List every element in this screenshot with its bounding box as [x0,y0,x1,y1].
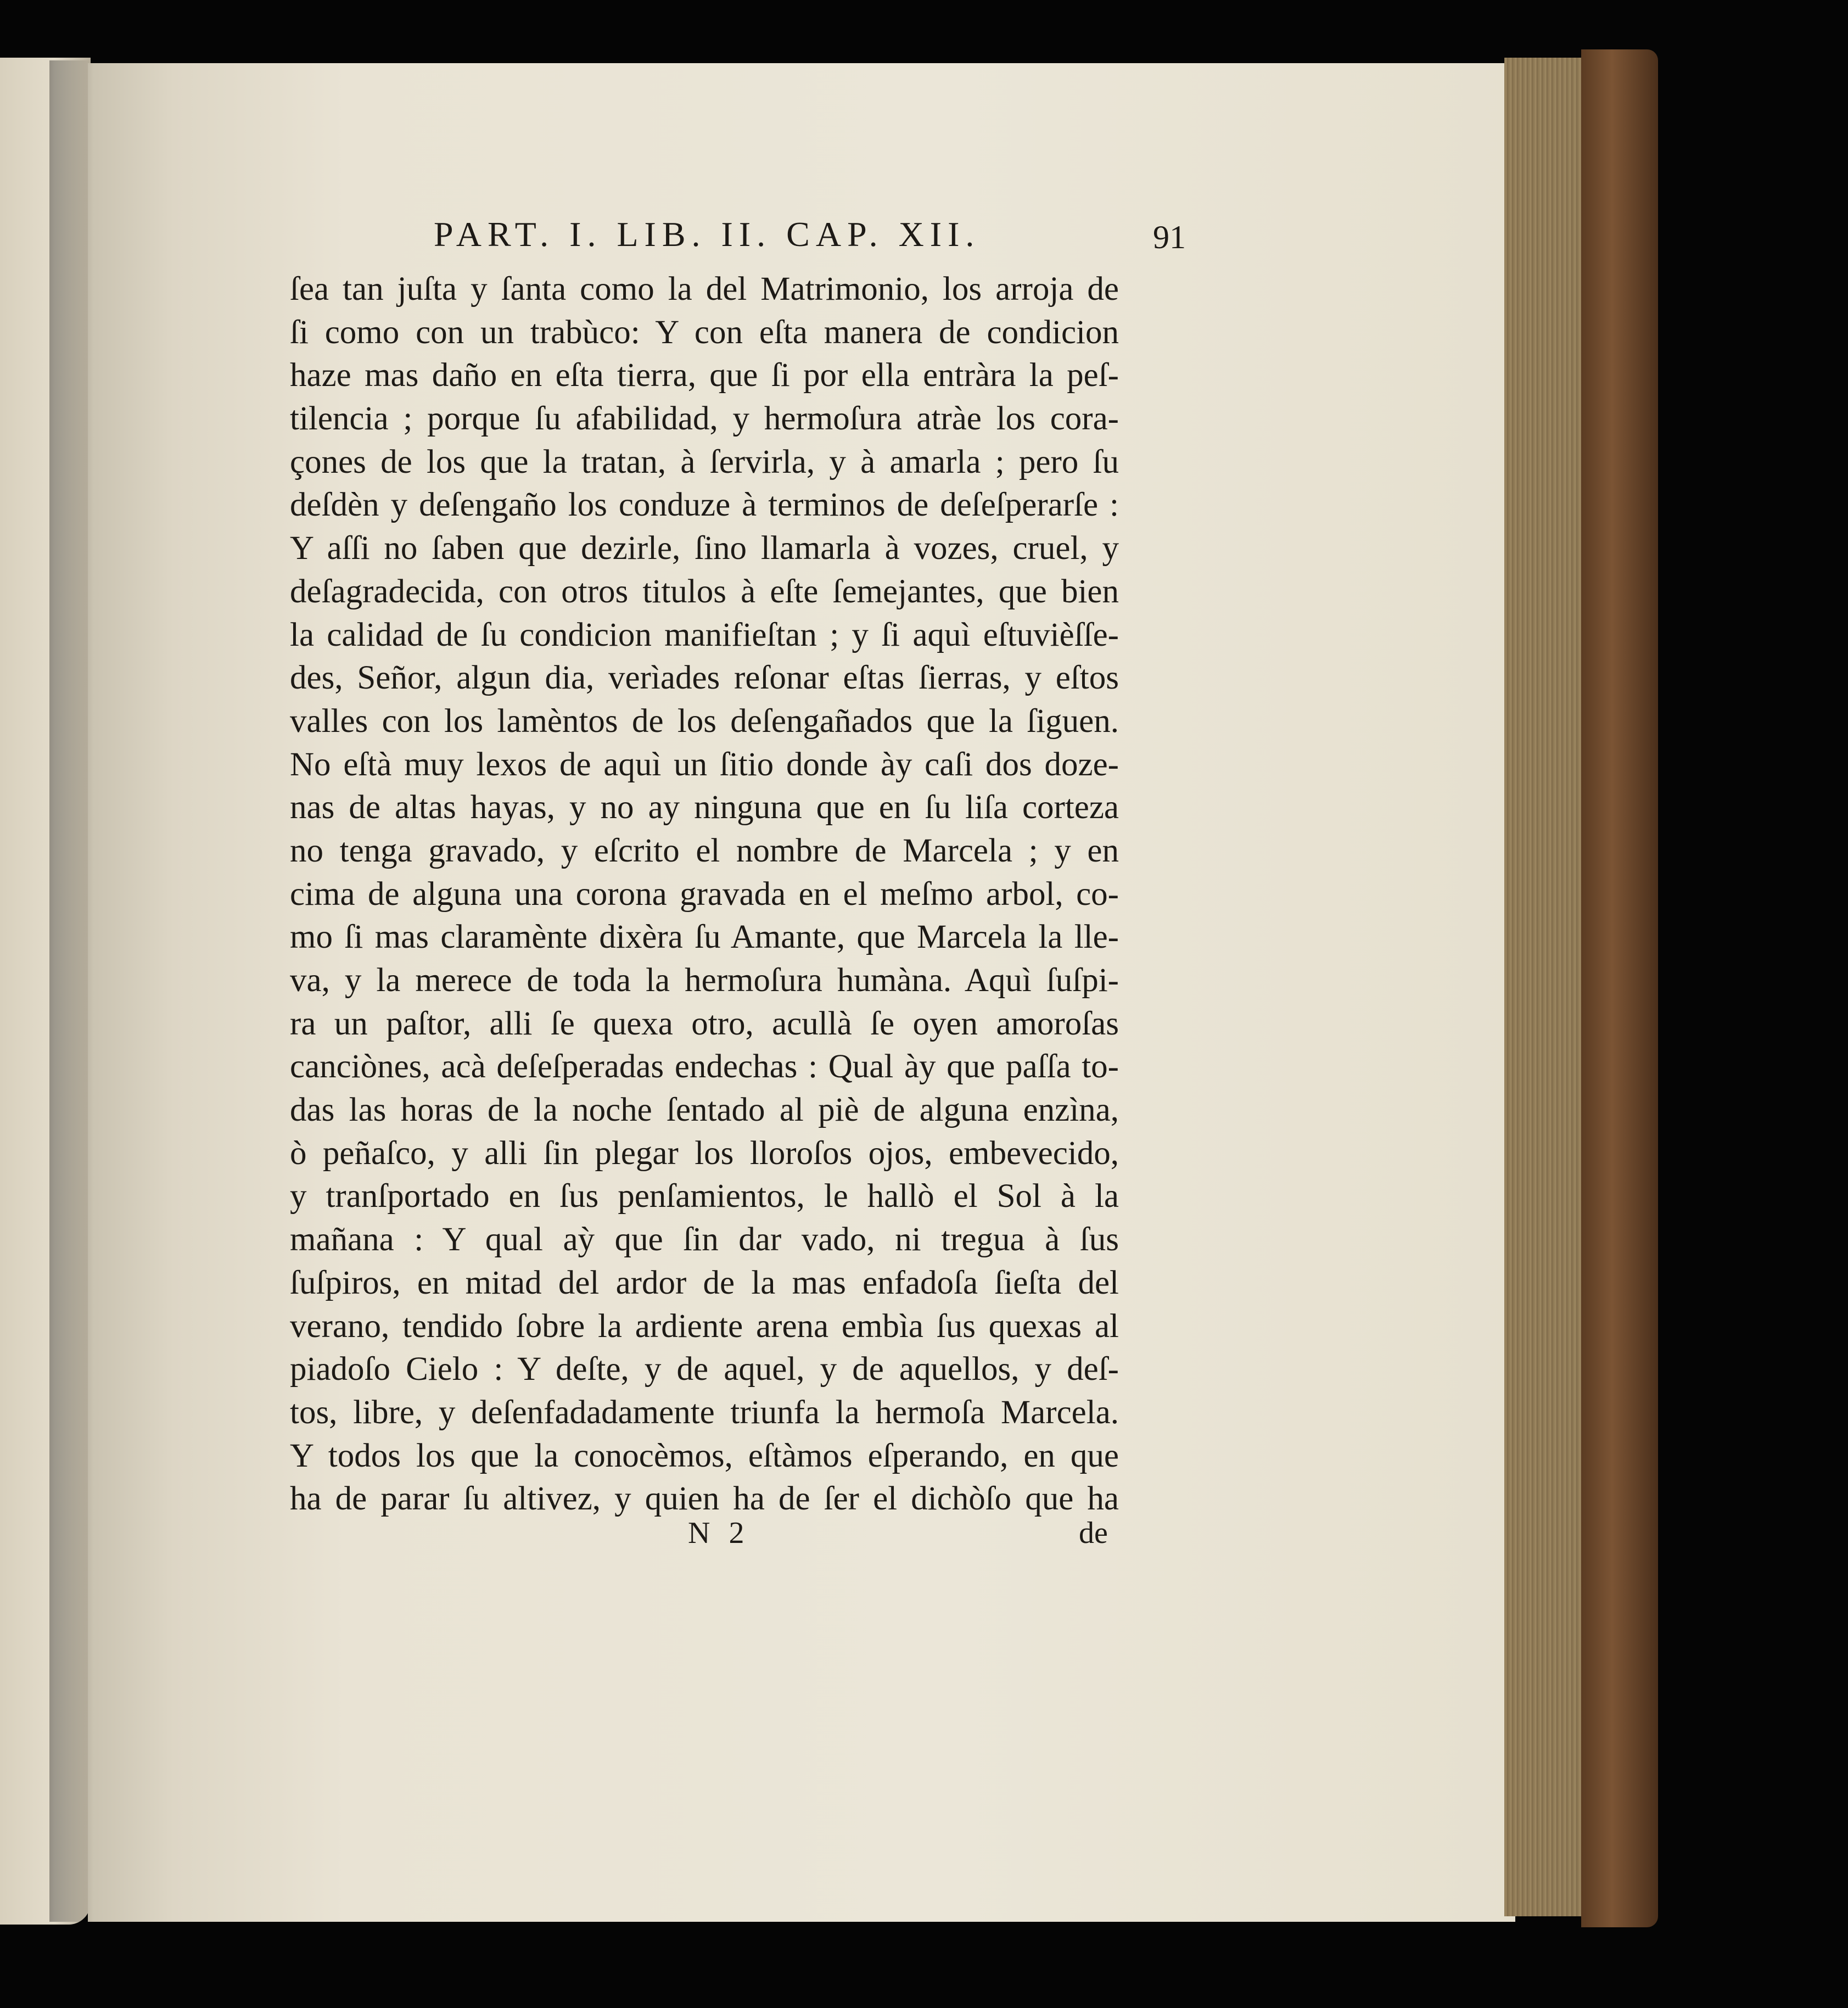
book-cover [1581,49,1658,1927]
text-line: no tenga gravado, y eſcrito el nombre de Marcela ; y en [290,832,1119,869]
text-line: ra un paſtor, alli ſe quexa otro, acullà ſe oyen amoroſas [290,1005,1119,1042]
text-line: mo ſi mas claramènte dixèra ſu Amante, que Marcela la lle- [290,919,1119,956]
text-line: ha de parar ſu altivez, y quien ha de ſer el dichòſo que ha [290,1480,1119,1518]
text-line: tos, libre, y deſenfadadamente triunfa la hermoſa Marcela. [290,1394,1119,1431]
text-line: ſi como con un trabùco: Y con eſta manera de condicion [290,314,1119,351]
text-line: das las horas de la noche ſentado al piè de alguna enzìna, [290,1092,1119,1129]
text-block [290,268,1119,1521]
text-line: des, Señor, algun dia, verìades reſonar eſtas ſierras, y eſtos [290,659,1119,697]
text-line: piadoſo Cielo : Y deſte, y de aquel, y de aquellos, y deſ- [290,1351,1119,1388]
text-line: va, y la merece de toda la hermoſura humàna. Aquì ſuſpi- [290,962,1119,999]
text-line: y tranſportado en ſus penſamientos, le hallò el Sol à la [290,1178,1119,1215]
text-line: Y todos los que la conocèmos, eſtàmos eſperando, en que [290,1437,1119,1474]
text-line: verano, tendido ſobre la ardiente arena embìa ſus quexas al [290,1307,1119,1345]
gutter-shadow [49,60,93,1922]
text-line: mañana : Y qual aỳ que ſin dar vado, ni tregua à ſus [290,1221,1119,1259]
text-line: haze mas daño en eſta tierra, que ſi por ella entràra la peſ- [290,357,1119,394]
text-line: cima de alguna una corona gravada en el meſmo arbol, co- [290,875,1119,913]
text-line: nas de altas hayas, y no ay ninguna que en ſu liſa corteza [290,789,1119,826]
text-line: deſdèn y deſengaño los conduze à terminos de deſeſperarſe : [290,486,1119,524]
text-line: ſuſpiros, en mitad del ardor de la mas enfadoſa ſieſta del [290,1264,1119,1301]
text-line: çones de los que la tratan, à ſervirla, y à amarla ; pero ſu [290,443,1119,480]
signature-mark: N 2 [688,1516,750,1550]
catchword: de [1079,1516,1108,1550]
text-line: ſea tan juſta y ſanta como la del Matrimonio, los arroja de [290,271,1119,307]
text-line: deſagradecida, con otros titulos à eſte ſemejantes, que bien [290,573,1119,610]
text-line: valles con los lamèntos de los deſengañados que la ſiguen. [290,702,1119,740]
page-number: 91 [1153,219,1186,255]
text-line: No eſtà muy lexos de aquì un ſitio donde ày caſi dos doze- [290,746,1119,783]
text-line: tilencia ; porque ſu afabilidad, y hermoſura atràe los cora- [290,400,1119,438]
text-line: canciònes, acà deſeſperadas endechas : Qual ày que paſſa to- [290,1048,1119,1086]
text-line: la calidad de ſu condicion manifieſtan ; y ſi aquì eſtuvièſſe- [290,616,1119,653]
text-line: ò peñaſco, y alli ſin plegar los lloroſos ojos, embevecido, [290,1134,1119,1172]
text-line: Y aſſi no ſaben que dezirle, ſino llamarla à vozes, cruel, y [290,530,1119,567]
running-head: PART. I. LIB. II. CAP. XII. [434,215,981,254]
